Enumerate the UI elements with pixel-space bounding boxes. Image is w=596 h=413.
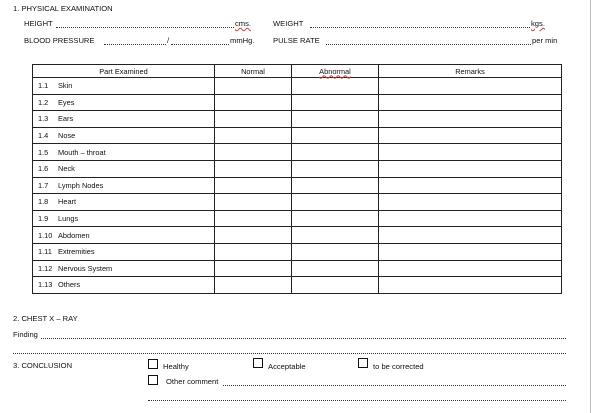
abnormal-cell[interactable] xyxy=(292,160,379,177)
abnormal-cell[interactable] xyxy=(292,177,379,194)
weight-field[interactable] xyxy=(310,27,530,28)
normal-cell[interactable] xyxy=(215,94,292,111)
remarks-cell[interactable] xyxy=(379,144,562,161)
part-number: 1.4 xyxy=(38,131,49,141)
other-comment-checkbox[interactable] xyxy=(148,375,158,385)
header-abnormal xyxy=(292,65,379,78)
section-2-title: 2. CHEST X – RAY xyxy=(13,314,78,323)
part-label: Lymph Nodes xyxy=(58,180,104,190)
part-examined-cell xyxy=(33,127,215,144)
part-label: Lungs xyxy=(58,214,79,224)
normal-cell[interactable] xyxy=(215,177,292,194)
to-be-corrected-checkbox[interactable] xyxy=(358,358,368,368)
part-label: Others xyxy=(58,280,81,290)
part-label: Nervous System xyxy=(58,263,113,273)
table-row xyxy=(33,260,562,277)
table-row xyxy=(33,78,562,95)
weight-unit: kgs. xyxy=(531,19,545,28)
part-number: 1.11 xyxy=(38,247,52,257)
part-number: 1.12 xyxy=(38,263,53,273)
weight-label: WEIGHT xyxy=(273,19,304,28)
finding-field-line-2[interactable] xyxy=(13,353,566,354)
table-row xyxy=(33,94,562,111)
normal-cell[interactable] xyxy=(215,78,292,95)
part-number: 1.3 xyxy=(38,114,49,124)
other-comment-field-line-2[interactable] xyxy=(148,400,566,401)
remarks-cell[interactable] xyxy=(379,243,562,260)
bp-separator: / xyxy=(167,36,170,45)
part-number: 1.6 xyxy=(38,164,49,174)
part-examined-cell xyxy=(33,243,215,260)
normal-cell[interactable] xyxy=(215,243,292,260)
pulse-label: PULSE RATE xyxy=(273,36,320,45)
healthy-checkbox[interactable] xyxy=(148,359,158,369)
normal-cell[interactable] xyxy=(215,127,292,144)
remarks-cell[interactable] xyxy=(379,160,562,177)
bp-systolic-field[interactable] xyxy=(104,44,166,45)
part-label: Ears xyxy=(58,114,74,124)
finding-label: Finding xyxy=(13,330,38,339)
table-row xyxy=(33,111,562,128)
remarks-cell[interactable] xyxy=(379,94,562,111)
part-examined-cell xyxy=(33,144,215,161)
pulse-unit: per min xyxy=(532,36,558,45)
part-number: 1.1 xyxy=(38,81,49,91)
abnormal-cell[interactable] xyxy=(292,144,379,161)
part-label: Mouth – throat xyxy=(58,147,106,157)
abnormal-cell[interactable] xyxy=(292,111,379,128)
part-examined-cell xyxy=(33,111,215,128)
bp-diastolic-field[interactable] xyxy=(171,44,229,45)
remarks-cell[interactable] xyxy=(379,111,562,128)
normal-cell[interactable] xyxy=(215,260,292,277)
header-remarks: Remarks xyxy=(379,65,562,78)
table-row xyxy=(33,194,562,211)
section-1-title: 1. PHYSICAL EXAMINATION xyxy=(13,4,113,13)
to-be-corrected-label: to be corrected xyxy=(373,362,424,371)
header-part-examined: Part Examined xyxy=(33,65,215,78)
part-label: Neck xyxy=(58,164,75,174)
header-abnormal-text: Abnormal xyxy=(319,66,351,76)
bp-label: BLOOD PRESSURE xyxy=(24,36,95,45)
normal-cell[interactable] xyxy=(215,194,292,211)
part-number: 1.2 xyxy=(38,97,49,107)
abnormal-cell[interactable] xyxy=(292,227,379,244)
part-number: 1.13 xyxy=(38,280,53,290)
part-number: 1.8 xyxy=(38,197,49,207)
part-label: Eyes xyxy=(58,97,75,107)
abnormal-cell[interactable] xyxy=(292,78,379,95)
part-number: 1.5 xyxy=(38,147,49,157)
normal-cell[interactable] xyxy=(215,210,292,227)
part-examined-cell xyxy=(33,94,215,111)
bp-unit: mmHg. xyxy=(230,36,255,45)
abnormal-cell[interactable] xyxy=(292,94,379,111)
table-row xyxy=(33,177,562,194)
exam-table xyxy=(32,64,562,294)
remarks-cell[interactable] xyxy=(379,227,562,244)
remarks-cell[interactable] xyxy=(379,260,562,277)
other-comment-field-line-1[interactable] xyxy=(223,385,566,386)
part-label: Extremities xyxy=(58,247,95,257)
part-label: Skin xyxy=(58,81,73,91)
table-row xyxy=(33,210,562,227)
page-edge-line xyxy=(590,0,591,413)
normal-cell[interactable] xyxy=(215,160,292,177)
part-examined-cell xyxy=(33,260,215,277)
table-header-row xyxy=(33,65,562,78)
remarks-cell[interactable] xyxy=(379,78,562,95)
table-row xyxy=(33,144,562,161)
part-label: Heart xyxy=(58,197,77,207)
header-normal: Normal xyxy=(215,65,292,78)
table-row xyxy=(33,277,562,294)
table-row xyxy=(33,243,562,260)
part-examined-cell xyxy=(33,177,215,194)
part-examined-cell xyxy=(33,160,215,177)
normal-cell[interactable] xyxy=(215,227,292,244)
remarks-cell[interactable] xyxy=(379,177,562,194)
abnormal-cell[interactable] xyxy=(292,210,379,227)
height-field[interactable] xyxy=(56,27,234,28)
healthy-label: Healthy xyxy=(163,362,189,371)
acceptable-label: Acceptable xyxy=(268,362,306,371)
part-examined-cell xyxy=(33,194,215,211)
remarks-cell[interactable] xyxy=(379,277,562,294)
pulse-field[interactable] xyxy=(326,44,531,45)
section-3-title: 3. CONCLUSION xyxy=(13,361,73,370)
part-number: 1.9 xyxy=(38,214,49,224)
height-unit: cms. xyxy=(235,19,252,28)
normal-cell[interactable] xyxy=(215,111,292,128)
acceptable-checkbox[interactable] xyxy=(253,358,263,368)
table-row xyxy=(33,160,562,177)
normal-cell[interactable] xyxy=(215,144,292,161)
part-number: 1.10 xyxy=(38,230,53,240)
part-examined-cell xyxy=(33,78,215,95)
remarks-cell[interactable] xyxy=(379,127,562,144)
part-examined-cell xyxy=(33,210,215,227)
height-label: HEIGHT xyxy=(24,19,53,28)
abnormal-cell[interactable] xyxy=(292,194,379,211)
part-examined-cell xyxy=(33,227,215,244)
part-label: Abdomen xyxy=(58,230,90,240)
abnormal-cell[interactable] xyxy=(292,127,379,144)
table-row xyxy=(33,227,562,244)
abnormal-cell[interactable] xyxy=(292,260,379,277)
normal-cell[interactable] xyxy=(215,277,292,294)
abnormal-cell[interactable] xyxy=(292,243,379,260)
remarks-cell[interactable] xyxy=(379,210,562,227)
part-number: 1.7 xyxy=(38,180,49,190)
finding-field-line-1[interactable] xyxy=(41,338,566,339)
abnormal-cell[interactable] xyxy=(292,277,379,294)
remarks-cell[interactable] xyxy=(379,194,562,211)
other-comment-label: Other comment xyxy=(166,377,219,386)
part-label: Nose xyxy=(58,131,76,141)
part-examined-cell xyxy=(33,277,215,294)
table-row xyxy=(33,127,562,144)
